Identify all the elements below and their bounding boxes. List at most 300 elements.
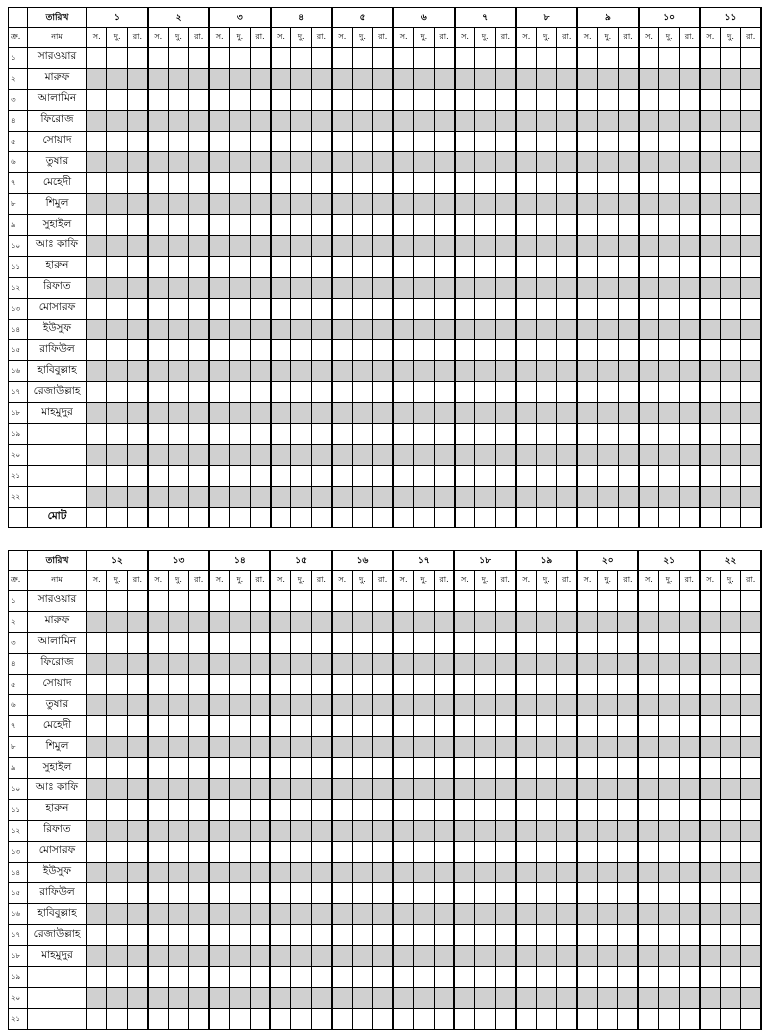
meal-entry-cell[interactable] [659,716,679,737]
meal-entry-cell[interactable] [516,967,536,988]
meal-entry-cell[interactable] [270,695,290,716]
meal-entry-cell[interactable] [393,48,413,69]
meal-entry-cell[interactable] [700,967,720,988]
meal-entry-cell[interactable] [475,779,495,800]
meal-entry-cell[interactable] [414,967,434,988]
meal-entry-cell[interactable] [127,967,147,988]
meal-entry-cell[interactable] [720,486,740,507]
meal-entry-cell[interactable] [659,236,679,257]
meal-entry-cell[interactable] [148,110,168,131]
meal-entry-cell[interactable] [720,737,740,758]
meal-entry-cell[interactable] [679,424,699,445]
meal-entry-cell[interactable] [618,799,638,820]
meal-entry-cell[interactable] [720,841,740,862]
meal-entry-cell[interactable] [414,862,434,883]
meal-entry-cell[interactable] [393,987,413,1008]
meal-entry-cell[interactable] [679,465,699,486]
meal-entry-cell[interactable] [434,925,454,946]
meal-entry-cell[interactable] [352,277,372,298]
meal-entry-cell[interactable] [516,674,536,695]
meal-entry-cell[interactable] [659,946,679,967]
meal-entry-cell[interactable] [414,465,434,486]
meal-entry-cell[interactable] [659,611,679,632]
meal-entry-cell[interactable] [659,215,679,236]
meal-entry-cell[interactable] [741,424,761,445]
meal-entry-cell[interactable] [475,382,495,403]
meal-entry-cell[interactable] [373,152,393,173]
meal-entry-cell[interactable] [700,904,720,925]
meal-entry-cell[interactable] [557,779,577,800]
total-cell[interactable] [414,507,434,528]
meal-entry-cell[interactable] [352,632,372,653]
meal-entry-cell[interactable] [700,737,720,758]
meal-entry-cell[interactable] [352,925,372,946]
meal-entry-cell[interactable] [434,298,454,319]
meal-entry-cell[interactable] [659,758,679,779]
meal-entry-cell[interactable] [209,695,229,716]
meal-entry-cell[interactable] [373,674,393,695]
meal-entry-cell[interactable] [679,904,699,925]
meal-entry-cell[interactable] [700,194,720,215]
meal-entry-cell[interactable] [536,68,556,89]
meal-entry-cell[interactable] [639,382,659,403]
meal-entry-cell[interactable] [352,340,372,361]
meal-entry-cell[interactable] [679,68,699,89]
meal-entry-cell[interactable] [495,716,515,737]
meal-entry-cell[interactable] [189,987,209,1008]
meal-entry-cell[interactable] [434,486,454,507]
meal-entry-cell[interactable] [230,277,250,298]
meal-entry-cell[interactable] [107,444,127,465]
meal-entry-cell[interactable] [168,820,188,841]
meal-entry-cell[interactable] [148,820,168,841]
meal-entry-cell[interactable] [393,486,413,507]
meal-entry-cell[interactable] [475,820,495,841]
total-cell[interactable] [475,507,495,528]
meal-entry-cell[interactable] [414,632,434,653]
meal-entry-cell[interactable] [454,862,474,883]
meal-entry-cell[interactable] [475,674,495,695]
meal-entry-cell[interactable] [352,89,372,110]
total-cell[interactable] [639,507,659,528]
meal-entry-cell[interactable] [659,256,679,277]
meal-entry-cell[interactable] [373,820,393,841]
meal-entry-cell[interactable] [87,716,107,737]
meal-entry-cell[interactable] [516,152,536,173]
meal-entry-cell[interactable] [107,632,127,653]
meal-entry-cell[interactable] [434,256,454,277]
meal-entry-cell[interactable] [557,862,577,883]
meal-entry-cell[interactable] [618,841,638,862]
meal-entry-cell[interactable] [618,904,638,925]
meal-entry-cell[interactable] [332,591,352,612]
meal-entry-cell[interactable] [618,403,638,424]
meal-entry-cell[interactable] [352,883,372,904]
meal-entry-cell[interactable] [148,674,168,695]
meal-entry-cell[interactable] [107,925,127,946]
meal-entry-cell[interactable] [373,48,393,69]
meal-entry-cell[interactable] [352,48,372,69]
total-cell[interactable] [577,507,597,528]
meal-entry-cell[interactable] [332,653,352,674]
meal-entry-cell[interactable] [127,695,147,716]
meal-entry-cell[interactable] [536,298,556,319]
meal-entry-cell[interactable] [495,591,515,612]
meal-entry-cell[interactable] [230,1008,250,1029]
meal-entry-cell[interactable] [434,110,454,131]
meal-entry-cell[interactable] [414,340,434,361]
meal-entry-cell[interactable] [127,236,147,257]
meal-entry-cell[interactable] [393,403,413,424]
meal-entry-cell[interactable] [454,883,474,904]
meal-entry-cell[interactable] [741,173,761,194]
meal-entry-cell[interactable] [741,152,761,173]
meal-entry-cell[interactable] [332,465,352,486]
meal-entry-cell[interactable] [291,862,311,883]
meal-entry-cell[interactable] [720,758,740,779]
meal-entry-cell[interactable] [557,403,577,424]
meal-entry-cell[interactable] [414,152,434,173]
meal-entry-cell[interactable] [168,68,188,89]
meal-entry-cell[interactable] [679,841,699,862]
meal-entry-cell[interactable] [598,779,618,800]
meal-entry-cell[interactable] [271,277,291,298]
meal-entry-cell[interactable] [577,194,597,215]
meal-entry-cell[interactable] [495,862,515,883]
meal-entry-cell[interactable] [271,256,291,277]
meal-entry-cell[interactable] [414,89,434,110]
meal-entry-cell[interactable] [209,173,229,194]
meal-entry-cell[interactable] [168,236,188,257]
meal-entry-cell[interactable] [87,131,107,152]
meal-entry-cell[interactable] [495,424,515,445]
meal-entry-cell[interactable] [475,215,495,236]
meal-entry-cell[interactable] [720,862,740,883]
total-cell[interactable] [87,507,107,528]
meal-entry-cell[interactable] [373,340,393,361]
meal-entry-cell[interactable] [700,674,720,695]
meal-entry-cell[interactable] [639,340,659,361]
meal-entry-cell[interactable] [87,110,107,131]
meal-entry-cell[interactable] [536,340,556,361]
meal-entry-cell[interactable] [679,799,699,820]
meal-entry-cell[interactable] [741,611,761,632]
meal-entry-cell[interactable] [659,382,679,403]
meal-entry-cell[interactable] [373,277,393,298]
meal-entry-cell[interactable] [454,987,474,1008]
meal-entry-cell[interactable] [577,465,597,486]
meal-entry-cell[interactable] [107,841,127,862]
meal-entry-cell[interactable] [250,591,270,612]
meal-entry-cell[interactable] [475,465,495,486]
meal-entry-cell[interactable] [250,716,270,737]
meal-entry-cell[interactable] [638,946,658,967]
meal-entry-cell[interactable] [557,194,577,215]
meal-entry-cell[interactable] [679,820,699,841]
meal-entry-cell[interactable] [311,110,331,131]
meal-entry-cell[interactable] [373,967,393,988]
meal-entry-cell[interactable] [148,256,168,277]
meal-entry-cell[interactable] [495,486,515,507]
meal-entry-cell[interactable] [659,403,679,424]
meal-entry-cell[interactable] [618,820,638,841]
meal-entry-cell[interactable] [148,236,168,257]
meal-entry-cell[interactable] [618,987,638,1008]
meal-entry-cell[interactable] [679,277,699,298]
meal-entry-cell[interactable] [291,779,311,800]
meal-entry-cell[interactable] [475,277,495,298]
meal-entry-cell[interactable] [332,194,352,215]
meal-entry-cell[interactable] [700,215,720,236]
meal-entry-cell[interactable] [741,277,761,298]
meal-entry-cell[interactable] [393,779,413,800]
meal-entry-cell[interactable] [373,841,393,862]
meal-entry-cell[interactable] [311,194,331,215]
meal-entry-cell[interactable] [741,987,761,1008]
meal-entry-cell[interactable] [393,841,413,862]
meal-entry-cell[interactable] [495,173,515,194]
meal-entry-cell[interactable] [659,632,679,653]
meal-entry-cell[interactable] [434,131,454,152]
meal-entry-cell[interactable] [454,925,474,946]
meal-entry-cell[interactable] [475,173,495,194]
meal-entry-cell[interactable] [475,925,495,946]
meal-entry-cell[interactable] [373,215,393,236]
meal-entry-cell[interactable] [332,486,352,507]
meal-entry-cell[interactable] [311,946,331,967]
meal-entry-cell[interactable] [475,862,495,883]
meal-entry-cell[interactable] [291,48,311,69]
meal-entry-cell[interactable] [127,319,147,340]
meal-entry-cell[interactable] [87,48,107,69]
meal-entry-cell[interactable] [536,403,556,424]
meal-entry-cell[interactable] [270,967,290,988]
meal-entry-cell[interactable] [148,967,168,988]
meal-entry-cell[interactable] [127,841,147,862]
meal-entry-cell[interactable] [107,89,127,110]
meal-entry-cell[interactable] [270,820,290,841]
meal-entry-cell[interactable] [148,424,168,445]
meal-entry-cell[interactable] [352,152,372,173]
meal-entry-cell[interactable] [107,319,127,340]
meal-entry-cell[interactable] [209,841,229,862]
meal-entry-cell[interactable] [291,716,311,737]
meal-entry-cell[interactable] [332,382,352,403]
meal-entry-cell[interactable] [107,277,127,298]
meal-entry-cell[interactable] [475,131,495,152]
meal-entry-cell[interactable] [700,298,720,319]
meal-entry-cell[interactable] [127,904,147,925]
meal-entry-cell[interactable] [618,110,638,131]
meal-entry-cell[interactable] [475,48,495,69]
meal-entry-cell[interactable] [618,152,638,173]
meal-entry-cell[interactable] [720,716,740,737]
meal-entry-cell[interactable] [127,89,147,110]
meal-entry-cell[interactable] [618,611,638,632]
meal-entry-cell[interactable] [454,737,474,758]
meal-entry-cell[interactable] [557,632,577,653]
meal-entry-cell[interactable] [291,340,311,361]
meal-entry-cell[interactable] [700,110,720,131]
meal-entry-cell[interactable] [209,799,229,820]
meal-entry-cell[interactable] [332,841,352,862]
meal-entry-cell[interactable] [455,403,475,424]
meal-entry-cell[interactable] [189,716,209,737]
meal-entry-cell[interactable] [291,131,311,152]
meal-entry-cell[interactable] [618,194,638,215]
meal-entry-cell[interactable] [659,862,679,883]
meal-entry-cell[interactable] [311,799,331,820]
meal-entry-cell[interactable] [434,173,454,194]
meal-entry-cell[interactable] [230,152,250,173]
meal-entry-cell[interactable] [414,737,434,758]
meal-entry-cell[interactable] [250,862,270,883]
meal-entry-cell[interactable] [250,110,270,131]
meal-entry-cell[interactable] [168,382,188,403]
meal-entry-cell[interactable] [495,194,515,215]
meal-entry-cell[interactable] [148,925,168,946]
meal-entry-cell[interactable] [250,883,270,904]
meal-entry-cell[interactable] [741,653,761,674]
meal-entry-cell[interactable] [557,925,577,946]
meal-entry-cell[interactable] [536,89,556,110]
meal-entry-cell[interactable] [148,1008,168,1029]
meal-entry-cell[interactable] [373,862,393,883]
meal-entry-cell[interactable] [495,465,515,486]
meal-entry-cell[interactable] [291,611,311,632]
meal-entry-cell[interactable] [250,653,270,674]
meal-entry-cell[interactable] [291,89,311,110]
meal-entry-cell[interactable] [495,674,515,695]
meal-entry-cell[interactable] [127,820,147,841]
meal-entry-cell[interactable] [639,298,659,319]
meal-entry-cell[interactable] [373,946,393,967]
meal-entry-cell[interactable] [679,89,699,110]
meal-entry-cell[interactable] [577,89,597,110]
meal-entry-cell[interactable] [434,89,454,110]
meal-entry-cell[interactable] [250,424,270,445]
meal-entry-cell[interactable] [557,820,577,841]
total-cell[interactable] [618,507,638,528]
meal-entry-cell[interactable] [741,361,761,382]
meal-entry-cell[interactable] [536,277,556,298]
meal-entry-cell[interactable] [720,319,740,340]
meal-entry-cell[interactable] [516,68,536,89]
meal-entry-cell[interactable] [189,1008,209,1029]
meal-entry-cell[interactable] [352,820,372,841]
meal-entry-cell[interactable] [679,215,699,236]
meal-entry-cell[interactable] [87,799,107,820]
meal-entry-cell[interactable] [352,194,372,215]
meal-entry-cell[interactable] [414,424,434,445]
meal-entry-cell[interactable] [598,194,618,215]
meal-entry-cell[interactable] [536,925,556,946]
meal-entry-cell[interactable] [741,946,761,967]
meal-entry-cell[interactable] [598,131,618,152]
meal-entry-cell[interactable] [148,904,168,925]
meal-entry-cell[interactable] [618,486,638,507]
meal-entry-cell[interactable] [332,340,352,361]
meal-entry-cell[interactable] [373,695,393,716]
meal-entry-cell[interactable] [332,695,352,716]
meal-entry-cell[interactable] [557,256,577,277]
meal-entry-cell[interactable] [720,382,740,403]
meal-entry-cell[interactable] [168,591,188,612]
meal-entry-cell[interactable] [720,1008,740,1029]
meal-entry-cell[interactable] [271,152,291,173]
meal-entry-cell[interactable] [250,611,270,632]
meal-entry-cell[interactable] [679,319,699,340]
meal-entry-cell[interactable] [168,883,188,904]
meal-entry-cell[interactable] [414,319,434,340]
meal-entry-cell[interactable] [434,403,454,424]
meal-entry-cell[interactable] [87,173,107,194]
meal-entry-cell[interactable] [536,737,556,758]
meal-entry-cell[interactable] [679,298,699,319]
meal-entry-cell[interactable] [127,277,147,298]
meal-entry-cell[interactable] [598,173,618,194]
meal-entry-cell[interactable] [311,48,331,69]
meal-entry-cell[interactable] [455,215,475,236]
meal-entry-cell[interactable] [475,256,495,277]
meal-entry-cell[interactable] [414,277,434,298]
total-cell[interactable] [720,507,740,528]
meal-entry-cell[interactable] [107,465,127,486]
meal-entry-cell[interactable] [393,716,413,737]
meal-entry-cell[interactable] [598,361,618,382]
meal-entry-cell[interactable] [720,361,740,382]
meal-entry-cell[interactable] [311,611,331,632]
meal-entry-cell[interactable] [332,152,352,173]
meal-entry-cell[interactable] [352,256,372,277]
meal-entry-cell[interactable] [209,591,229,612]
meal-entry-cell[interactable] [373,424,393,445]
meal-entry-cell[interactable] [393,611,413,632]
meal-entry-cell[interactable] [455,424,475,445]
meal-entry-cell[interactable] [414,68,434,89]
meal-entry-cell[interactable] [455,361,475,382]
meal-entry-cell[interactable] [414,444,434,465]
meal-entry-cell[interactable] [577,591,597,612]
meal-entry-cell[interactable] [250,1008,270,1029]
meal-entry-cell[interactable] [495,632,515,653]
meal-entry-cell[interactable] [230,194,250,215]
meal-entry-cell[interactable] [618,883,638,904]
meal-entry-cell[interactable] [495,779,515,800]
meal-entry-cell[interactable] [373,653,393,674]
meal-entry-cell[interactable] [475,632,495,653]
meal-entry-cell[interactable] [679,632,699,653]
meal-entry-cell[interactable] [148,89,168,110]
meal-entry-cell[interactable] [250,444,270,465]
meal-entry-cell[interactable] [291,424,311,445]
meal-entry-cell[interactable] [434,946,454,967]
meal-entry-cell[interactable] [332,967,352,988]
total-cell[interactable] [598,507,618,528]
meal-entry-cell[interactable] [230,48,250,69]
meal-entry-cell[interactable] [393,68,413,89]
total-cell[interactable] [250,507,270,528]
meal-entry-cell[interactable] [414,48,434,69]
meal-entry-cell[interactable] [741,779,761,800]
meal-entry-cell[interactable] [373,799,393,820]
meal-entry-cell[interactable] [311,89,331,110]
meal-entry-cell[interactable] [720,883,740,904]
meal-entry-cell[interactable] [454,611,474,632]
meal-entry-cell[interactable] [107,236,127,257]
meal-entry-cell[interactable] [311,340,331,361]
meal-entry-cell[interactable] [107,862,127,883]
